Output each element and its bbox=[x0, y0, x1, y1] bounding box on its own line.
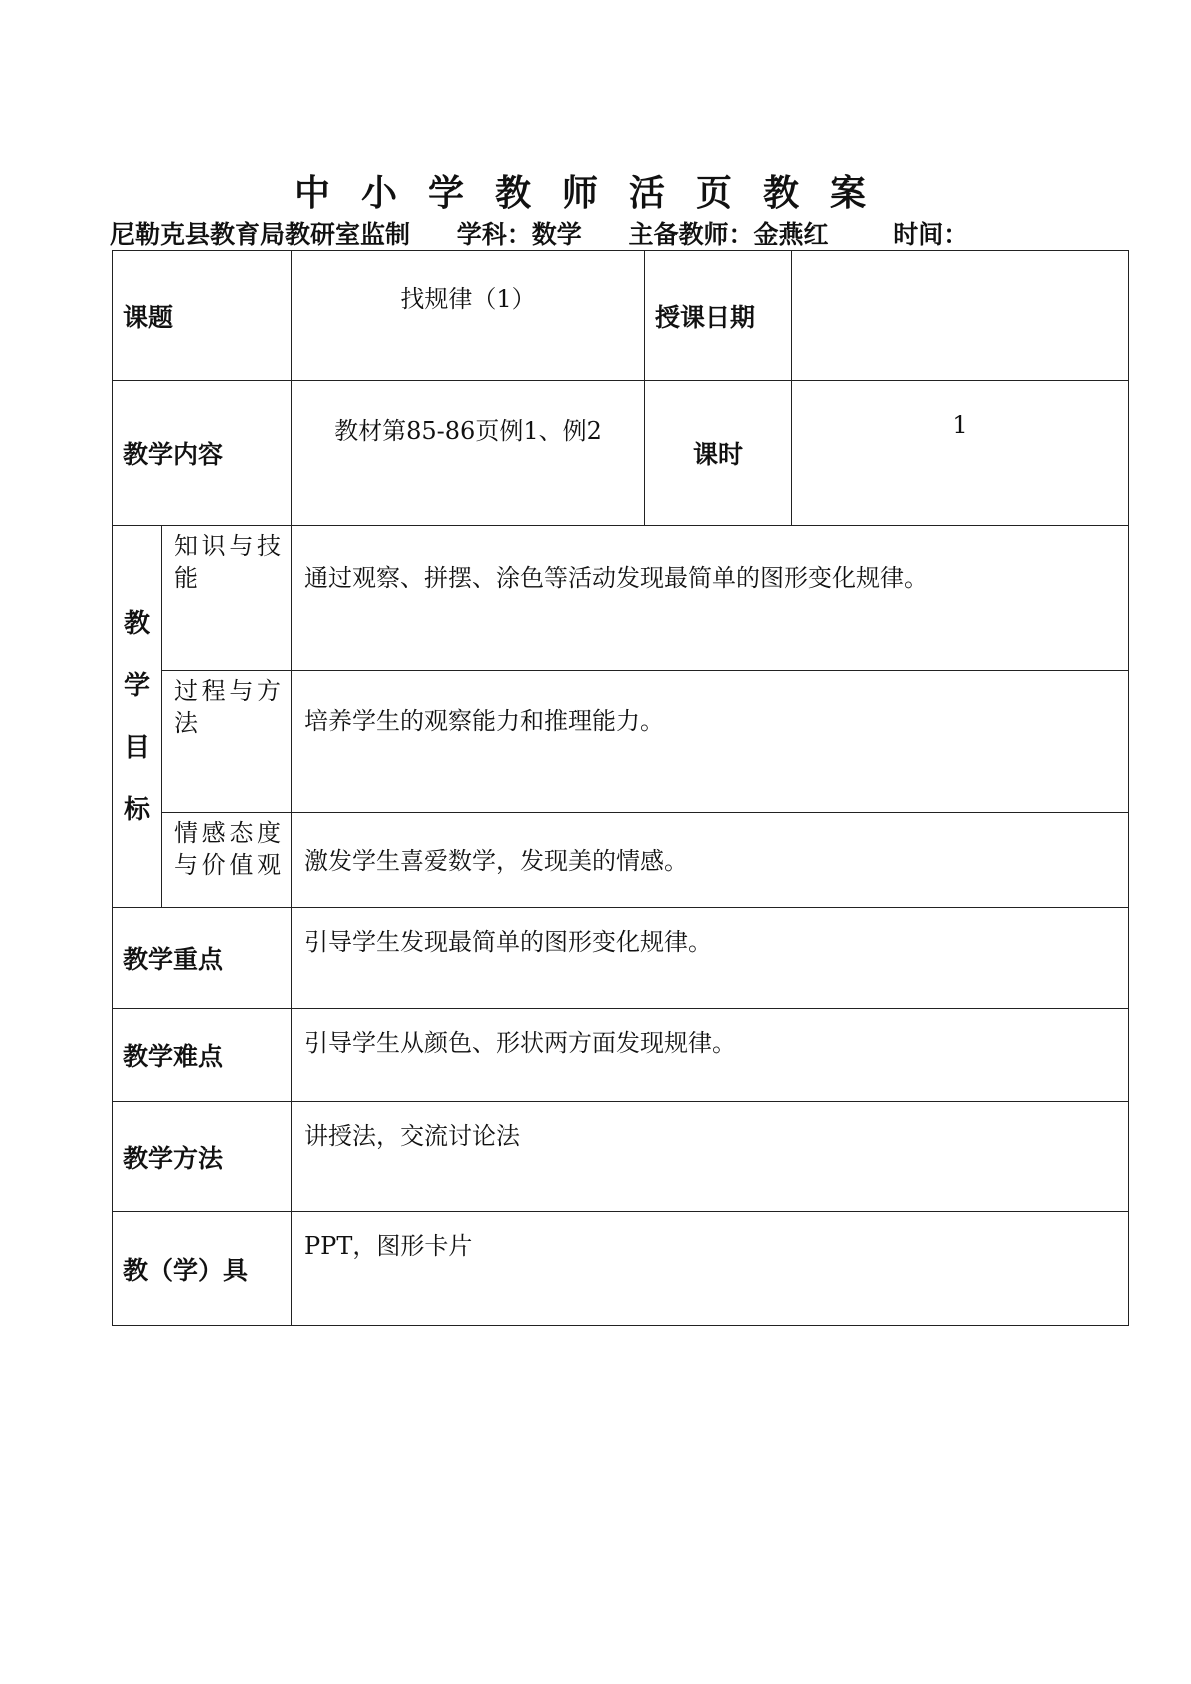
teacher-text: 主备教师：金燕红 bbox=[628, 220, 829, 249]
hours-value: 1 bbox=[792, 381, 1129, 526]
hours-label: 课时 bbox=[645, 381, 792, 526]
goal1-value: 通过观察、拼摆、涂色等活动发现最简单的图形变化规律。 bbox=[292, 526, 1129, 671]
table-row bbox=[113, 813, 1129, 908]
table-row bbox=[113, 526, 1129, 671]
goal3-label: 情感态度与价值观 bbox=[162, 813, 292, 908]
time-text: 时间： bbox=[893, 220, 969, 249]
difficulty-label: 教学难点 bbox=[113, 1009, 292, 1102]
method-label: 教学方法 bbox=[113, 1102, 292, 1212]
table-row bbox=[113, 1102, 1129, 1212]
key-label: 教学重点 bbox=[113, 908, 292, 1009]
tools-label: 教（学）具 bbox=[113, 1212, 292, 1326]
date-label: 授课日期 bbox=[645, 251, 792, 381]
subject-text: 学科：数学 bbox=[456, 220, 582, 249]
header-line bbox=[110, 215, 968, 251]
table-row bbox=[113, 908, 1129, 1009]
date-value bbox=[792, 251, 1129, 381]
key-value: 引导学生发现最简单的图形变化规律。 bbox=[292, 908, 1129, 1009]
topic-label: 课题 bbox=[113, 251, 292, 381]
table-row bbox=[113, 671, 1129, 813]
tools-value: PPT，图形卡片 bbox=[292, 1212, 1129, 1326]
goals-label: 教 学 目 标 bbox=[113, 526, 162, 908]
topic-value: 找规律（1） bbox=[292, 251, 645, 381]
table-row bbox=[113, 1009, 1129, 1102]
goal1-label: 知识与技能 bbox=[162, 526, 292, 671]
goal2-value: 培养学生的观察能力和推理能力。 bbox=[292, 671, 1129, 813]
page-title: 中小学教师活页教案 bbox=[293, 173, 897, 214]
goal3-value: 激发学生喜爱数学，发现美的情感。 bbox=[292, 813, 1129, 908]
supervisor-text: 尼勒克县教育局教研室监制 bbox=[110, 220, 411, 249]
table-row bbox=[113, 251, 1129, 381]
goal2-label: 过程与方法 bbox=[162, 671, 292, 813]
content-label: 教学内容 bbox=[113, 381, 292, 526]
content-value: 教材第85-86页例1、例2 bbox=[292, 381, 645, 526]
table-row bbox=[113, 1212, 1129, 1326]
lesson-plan-table bbox=[112, 250, 1129, 1326]
difficulty-value: 引导学生从颜色、形状两方面发现规律。 bbox=[292, 1009, 1129, 1102]
table-row bbox=[113, 381, 1129, 526]
method-value: 讲授法，交流讨论法 bbox=[292, 1102, 1129, 1212]
